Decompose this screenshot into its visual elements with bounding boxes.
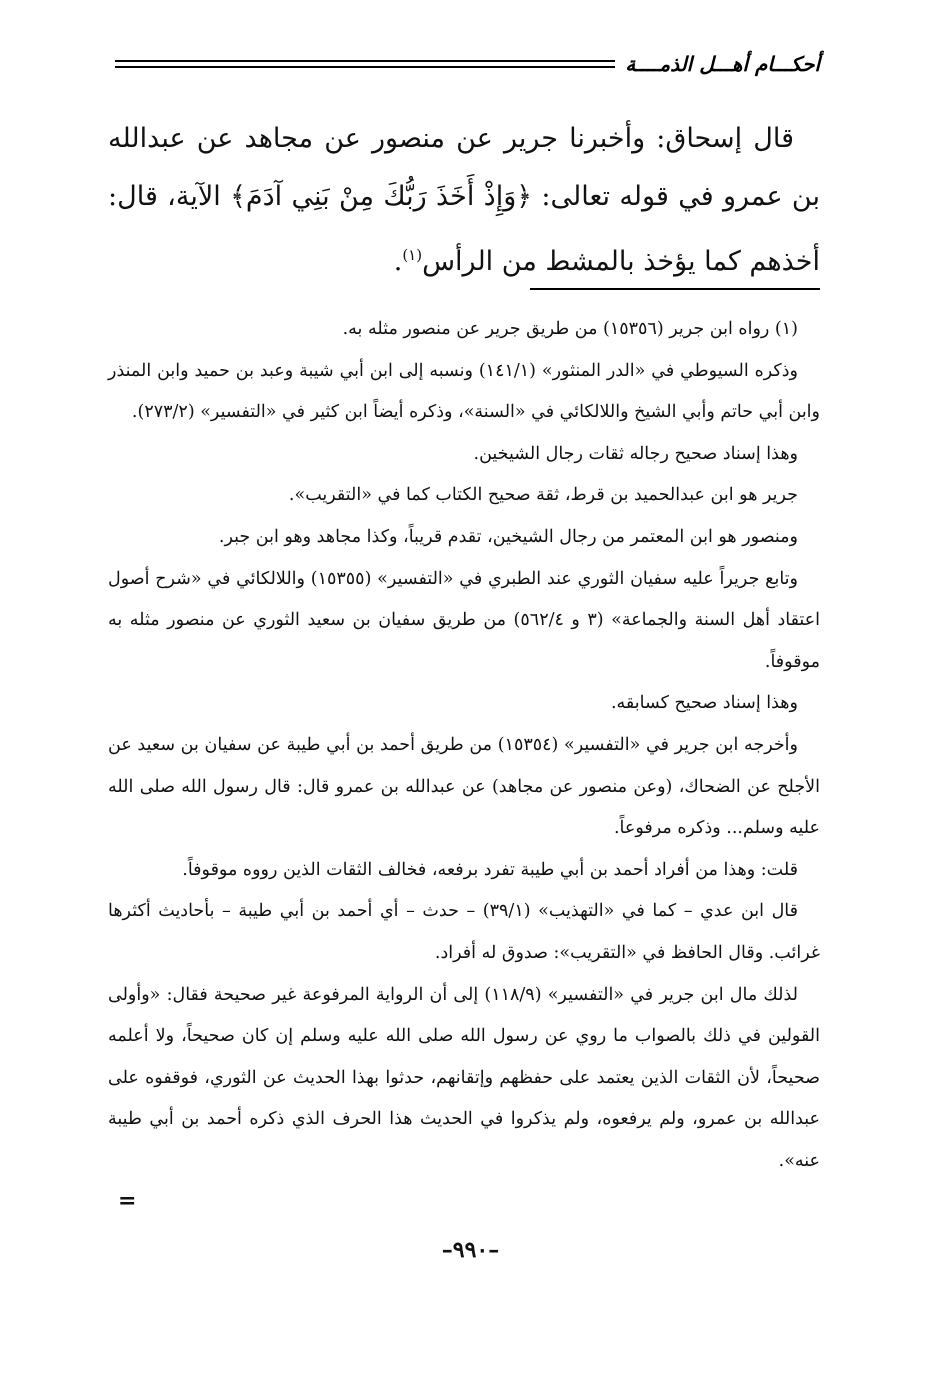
footnote-paragraph: قلت: وهذا من أفراد أحمد بن أبي طيبة تفرد برفعه، فخالف الثقات الذين رووه موقوفاً. (182, 859, 798, 880)
header-title: أحكـــام أهـــل الذمــــة (625, 52, 820, 76)
main-text-part-2: الآية، قال: أخذهم كما يؤخذ بالمشط من الرأس (108, 181, 820, 277)
footnote-paragraph: جرير هو ابن عبدالحميد بن قرط، ثقة صحيح الكتاب كما في «التقريب». (288, 485, 798, 506)
footnote-paragraph: وتابع جريراً عليه سفيان الثوري عند الطبري في «التفسير» (١٥٣٥٥) واللالكائي في «شرح أصول اعتقاد أهل السنة والجماعة» (٣ و ٥٦٢/٤) من طريق سفيان بن سعيد الثوري عن منصور مثله به موقوفاً. (108, 568, 821, 672)
main-paragraph (108, 110, 820, 291)
page-number: –٩٩٠– (441, 1237, 500, 1263)
footnote-paragraph: وهذا إسناد صحيح رجاله ثقات رجال الشيخين. (473, 443, 798, 464)
footnote-paragraph: قال ابن عدي – كما في «التهذيب» (٣٩/١) – حدث – أي أحمد بن أبي طيبة – بأحاديث أكثرها غرائب. وقال الحافظ في «التقريب»: صدوق له أفراد. (108, 901, 820, 963)
main-text-part-1: قال إسحاق: وأخبرنا جرير عن منصور عن مجاهد عن عبدالله بن عمرو في قوله تعالى: (108, 123, 820, 212)
footnote-paragraph: لذلك مال ابن جرير في «التفسير» (١١٨/٩) إلى أن الرواية المرفوعة غير صحيحة فقال: «وأولى القولين في ذلك بالصواب ما روي عن رسول الله صلى الله عليه وسلم إن كان صحيحاً، ولا أعلمه صحيحاً، لأن الثقات الذين يعتمد على حفظهم وإتقانهم، حدثوا بهذا الحديث عن الثوري، فوقفوه على عبدالله بن عمرو، ولم يرفعوه، ولم يذكروا في الحديث هذا الحرف الذي ذكره أحمد بن أبي طيبة عنه». (108, 984, 820, 1171)
footnote-marker: (١) (402, 246, 423, 264)
footnote-paragraph: ومنصور هو ابن المعتمر من رجال الشيخين، تقدم قريباً، وكذا مجاهد وهو ابن جبر. (218, 526, 798, 547)
main-text (108, 110, 820, 291)
main-text-end: . (393, 246, 403, 277)
quran-verse: ﴿وَإِذْ أَخَذَ رَبُّكَ مِنْ بَنِي آدَمَ﴾ (230, 181, 533, 212)
footnotes (108, 309, 820, 1182)
header-double-rule (115, 58, 615, 70)
continuation-mark: = (118, 1188, 137, 1214)
footnote-paragraph: وهذا إسناد صحيح كسابقه. (610, 693, 798, 714)
running-header (115, 44, 820, 84)
footnote-paragraph: وأخرجه ابن جرير في «التفسير» (١٥٣٥٤) من طريق أحمد بن أبي طيبة عن سفيان بن سعيد عن الأجلح عن الضحاك، (وعن منصور عن مجاهد) عن عبدالله بن عمرو قال: قال رسول الله صلى الله عليه وسلم... وذكره مرفوعاً. (108, 734, 820, 839)
footnote-paragraph: وذكره السيوطي في «الدر المنثور» (١٤١/١) ونسبه إلى ابن أبي شيبة وعبد بن حميد وابن المنذر وابن أبي حاتم وأبي الشيخ واللالكائي في «السنة»، وذكره أيضاً ابن كثير في «التفسير» (٢٧٣/٢). (108, 360, 820, 423)
footnote-paragraph: (١) رواه ابن جرير (١٥٣٥٦) من طريق جرير عن منصور مثله به. (342, 319, 798, 339)
footnote-separator (530, 288, 820, 290)
